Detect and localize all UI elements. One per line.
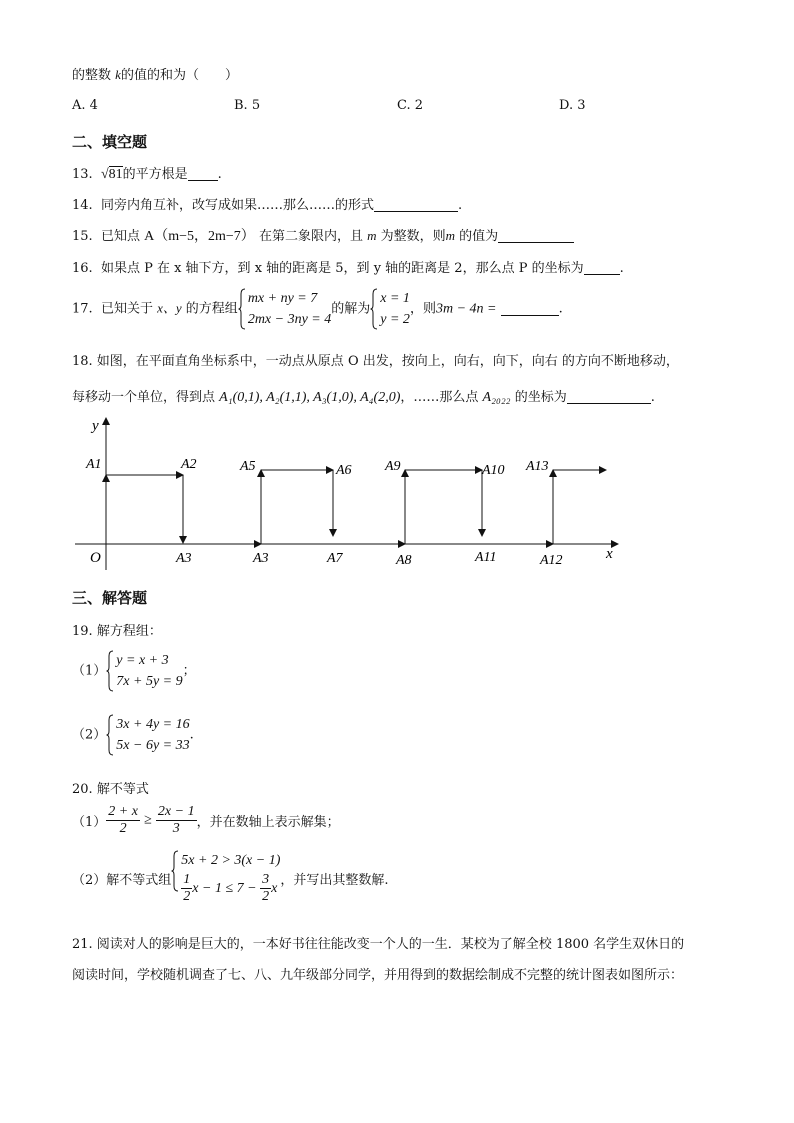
q18-points: A₁(0,1), A₂(1,1), A₃(1,0), A₄(2,0)	[219, 390, 401, 405]
q19-p1-eq-2: 7x + 5y = 9	[116, 674, 183, 689]
q20-stem	[72, 778, 149, 797]
q13-end: .	[217, 167, 222, 182]
brace-icon	[370, 288, 378, 330]
q20-part-2	[72, 850, 389, 907]
q17-sol-1: x = 1	[380, 291, 410, 306]
q13-number: 13.	[72, 167, 93, 182]
fraction-numerator: 3	[262, 872, 270, 888]
q20-part-1-tail: ，并在数轴上表示解集；	[196, 815, 340, 830]
q18-end: .	[650, 390, 655, 405]
q14-answer-blank[interactable]	[374, 197, 458, 212]
q13-sqrt: √81	[100, 167, 123, 182]
brace-icon	[106, 650, 114, 692]
q18-text-b: ，……那么点	[400, 390, 479, 405]
point-label: A2	[181, 457, 197, 472]
point-label: A1	[86, 457, 102, 472]
q17-eq-2: 2mx − 3ny = 4	[247, 312, 332, 327]
origin-label: O	[90, 550, 101, 566]
q17-vars: x、y	[157, 300, 182, 316]
q20-system	[171, 850, 280, 907]
fraction-numerator: 2 + x	[108, 804, 138, 819]
q20-eq-1: 5x + 2 > 3(x − 1)	[181, 853, 281, 868]
q19-part-1	[72, 650, 196, 692]
q20-eq-2-var: x	[271, 881, 278, 896]
point-label: A8	[396, 553, 412, 568]
fraction-numerator: 2x − 1	[157, 804, 195, 819]
q12-option-a[interactable]: A. 4	[72, 98, 98, 113]
q15-text-2: 在第二象限内，且	[258, 229, 363, 244]
q16-end: .	[619, 261, 624, 276]
q18-line-1: 18. 如图，在平面直角坐标系中，一动点从原点 O 出发，按向上，向右，向下，向右 的方向不断地移动，	[72, 354, 679, 369]
q12-option-c[interactable]: C. 2	[397, 98, 424, 113]
q17-text-1: 已知关于	[100, 301, 153, 317]
q20-part-2-tail: ，并写出其整数解.	[280, 873, 389, 888]
q19-p2-eq-2: 5x − 6y = 33	[116, 738, 190, 753]
q19-p1-eq-1: y = x + 3	[116, 653, 169, 668]
point-label: A12	[540, 553, 563, 568]
q15-text-3: 为整数，则	[380, 229, 446, 244]
q12-option-d[interactable]: D. 3	[559, 98, 586, 113]
q17-end: .	[558, 301, 563, 317]
fraction-denominator: 2	[183, 889, 191, 905]
q19-system-1	[106, 650, 182, 692]
q17	[72, 288, 563, 330]
q20-eq-2	[181, 871, 280, 907]
q20-rhs-fraction	[156, 804, 197, 837]
q15-answer-blank[interactable]	[498, 228, 574, 243]
q14-text: 同旁内角互补，改写成如果……那么……的形式	[100, 198, 374, 213]
q14-end: .	[457, 198, 463, 213]
q12-text-2: 的值的和为（ ）	[120, 68, 238, 83]
q15	[72, 225, 574, 245]
q19-p2-eq-1: 3x + 4y = 16	[116, 717, 190, 732]
q20-lhs-fraction	[106, 804, 140, 837]
q19-number: 19.	[72, 624, 93, 639]
q18-text-c: 的坐标为	[514, 390, 567, 405]
q20-part-1-label: （1）	[72, 815, 107, 830]
q12-option-b[interactable]: B. 5	[234, 98, 261, 113]
q17-text-4: ，则	[409, 301, 436, 317]
three-halves-fraction	[260, 872, 271, 905]
q17-eq-1: mx + ny = 7	[247, 291, 318, 306]
q16-answer-blank[interactable]	[584, 260, 620, 275]
q18-text-a: 每移动一个单位，得到点	[72, 390, 216, 405]
point-label: A3	[176, 551, 192, 566]
q19-p2-end: .	[189, 727, 194, 743]
q20-text: 解不等式	[96, 782, 149, 797]
q16-number: 16.	[72, 261, 93, 276]
q18-figure	[70, 412, 630, 572]
point-label: A10	[482, 463, 505, 478]
point-label: A7	[327, 551, 343, 566]
q19-stem	[72, 620, 162, 639]
q13-answer-blank[interactable]	[188, 166, 218, 181]
point-label: A3	[253, 551, 269, 566]
q12-var-k: k	[115, 67, 121, 82]
q17-number: 17.	[72, 301, 93, 317]
movement-path	[106, 470, 606, 544]
q17-answer-blank[interactable]	[501, 301, 559, 316]
section-fill-blank-heading: 二、填空题	[72, 133, 148, 151]
q18-line-2	[72, 386, 655, 406]
q16	[72, 257, 624, 276]
q15-number: 15.	[72, 229, 93, 244]
q17-solution	[370, 288, 410, 330]
q19-part-2	[72, 714, 194, 756]
q17-text-3: 的解为	[331, 301, 371, 317]
q19-part-1-label: （1）	[72, 663, 107, 679]
q20-part-2-label: （2）解不等式组	[72, 873, 172, 888]
q17-system	[238, 288, 331, 330]
q20-part-1	[72, 804, 340, 837]
q14	[72, 194, 462, 213]
q15-text-4: 的值为	[459, 229, 499, 244]
brace-icon	[238, 288, 246, 330]
x-axis-label: x	[606, 546, 613, 562]
q21-line-1: 21. 阅读对人的影响是巨大的，一本好书往往能改变一个人的一生．某校为了解全校 1800 名学生双休日的	[72, 937, 685, 952]
q19-text: 解方程组：	[96, 624, 162, 639]
section-solve-heading: 三、解答题	[72, 589, 148, 607]
q20-eq-2-middle: x − 1 ≤ 7 −	[192, 881, 257, 896]
fraction-numerator: 1	[183, 872, 191, 888]
q17-sol-2: y = 2	[380, 312, 410, 327]
point-labels	[85, 457, 563, 568]
q12-stem	[72, 64, 238, 83]
q21-line-2: 阅读时间，学校随机调查了七、八、九年级部分同学，并用得到的数据绘制成不完整的统计图表如图所示：	[72, 968, 684, 983]
q17-expr: 3m − 4n =	[435, 301, 497, 317]
q13-text: 的平方根是	[122, 167, 188, 182]
q15-text-1: 已知点	[100, 229, 140, 244]
y-axis-label: y	[92, 418, 99, 434]
q13-radicand: 81	[108, 167, 123, 182]
half-fraction	[181, 872, 192, 905]
point-label: A5	[240, 459, 256, 474]
fraction-denominator: 2	[262, 889, 270, 905]
fraction-denominator: 2	[119, 821, 127, 836]
q19-part-2-label: （2）	[72, 727, 107, 743]
point-label: A11	[475, 550, 497, 565]
q15-var-m-2: m	[445, 228, 456, 243]
point-label: A6	[336, 463, 352, 478]
q14-number: 14.	[72, 198, 93, 213]
brace-icon	[171, 850, 179, 892]
point-label: A9	[385, 459, 401, 474]
q18-answer-blank[interactable]	[567, 389, 651, 404]
q17-text-2: 的方程组	[185, 301, 238, 317]
fraction-denominator: 3	[172, 821, 180, 836]
point-label: A13	[526, 459, 549, 474]
q15-var-m: m	[367, 228, 377, 243]
q20-number: 20.	[72, 782, 93, 797]
q19-system-2	[106, 714, 189, 756]
q15-point: A（m−5，2m−7）	[144, 229, 255, 244]
q19-p1-end: ；	[182, 663, 196, 679]
q16-text: 如果点 P 在 x 轴下方，到 x 轴的距离是 5，到 y 轴的距离是 2，那么点 P 的坐标为	[100, 261, 584, 276]
brace-icon	[106, 714, 114, 756]
q20-operator: ≥	[144, 812, 152, 828]
q13	[72, 163, 222, 183]
q12-text: 的整数	[72, 68, 112, 83]
q18-target-point: A₂₀₂₂	[482, 390, 511, 405]
